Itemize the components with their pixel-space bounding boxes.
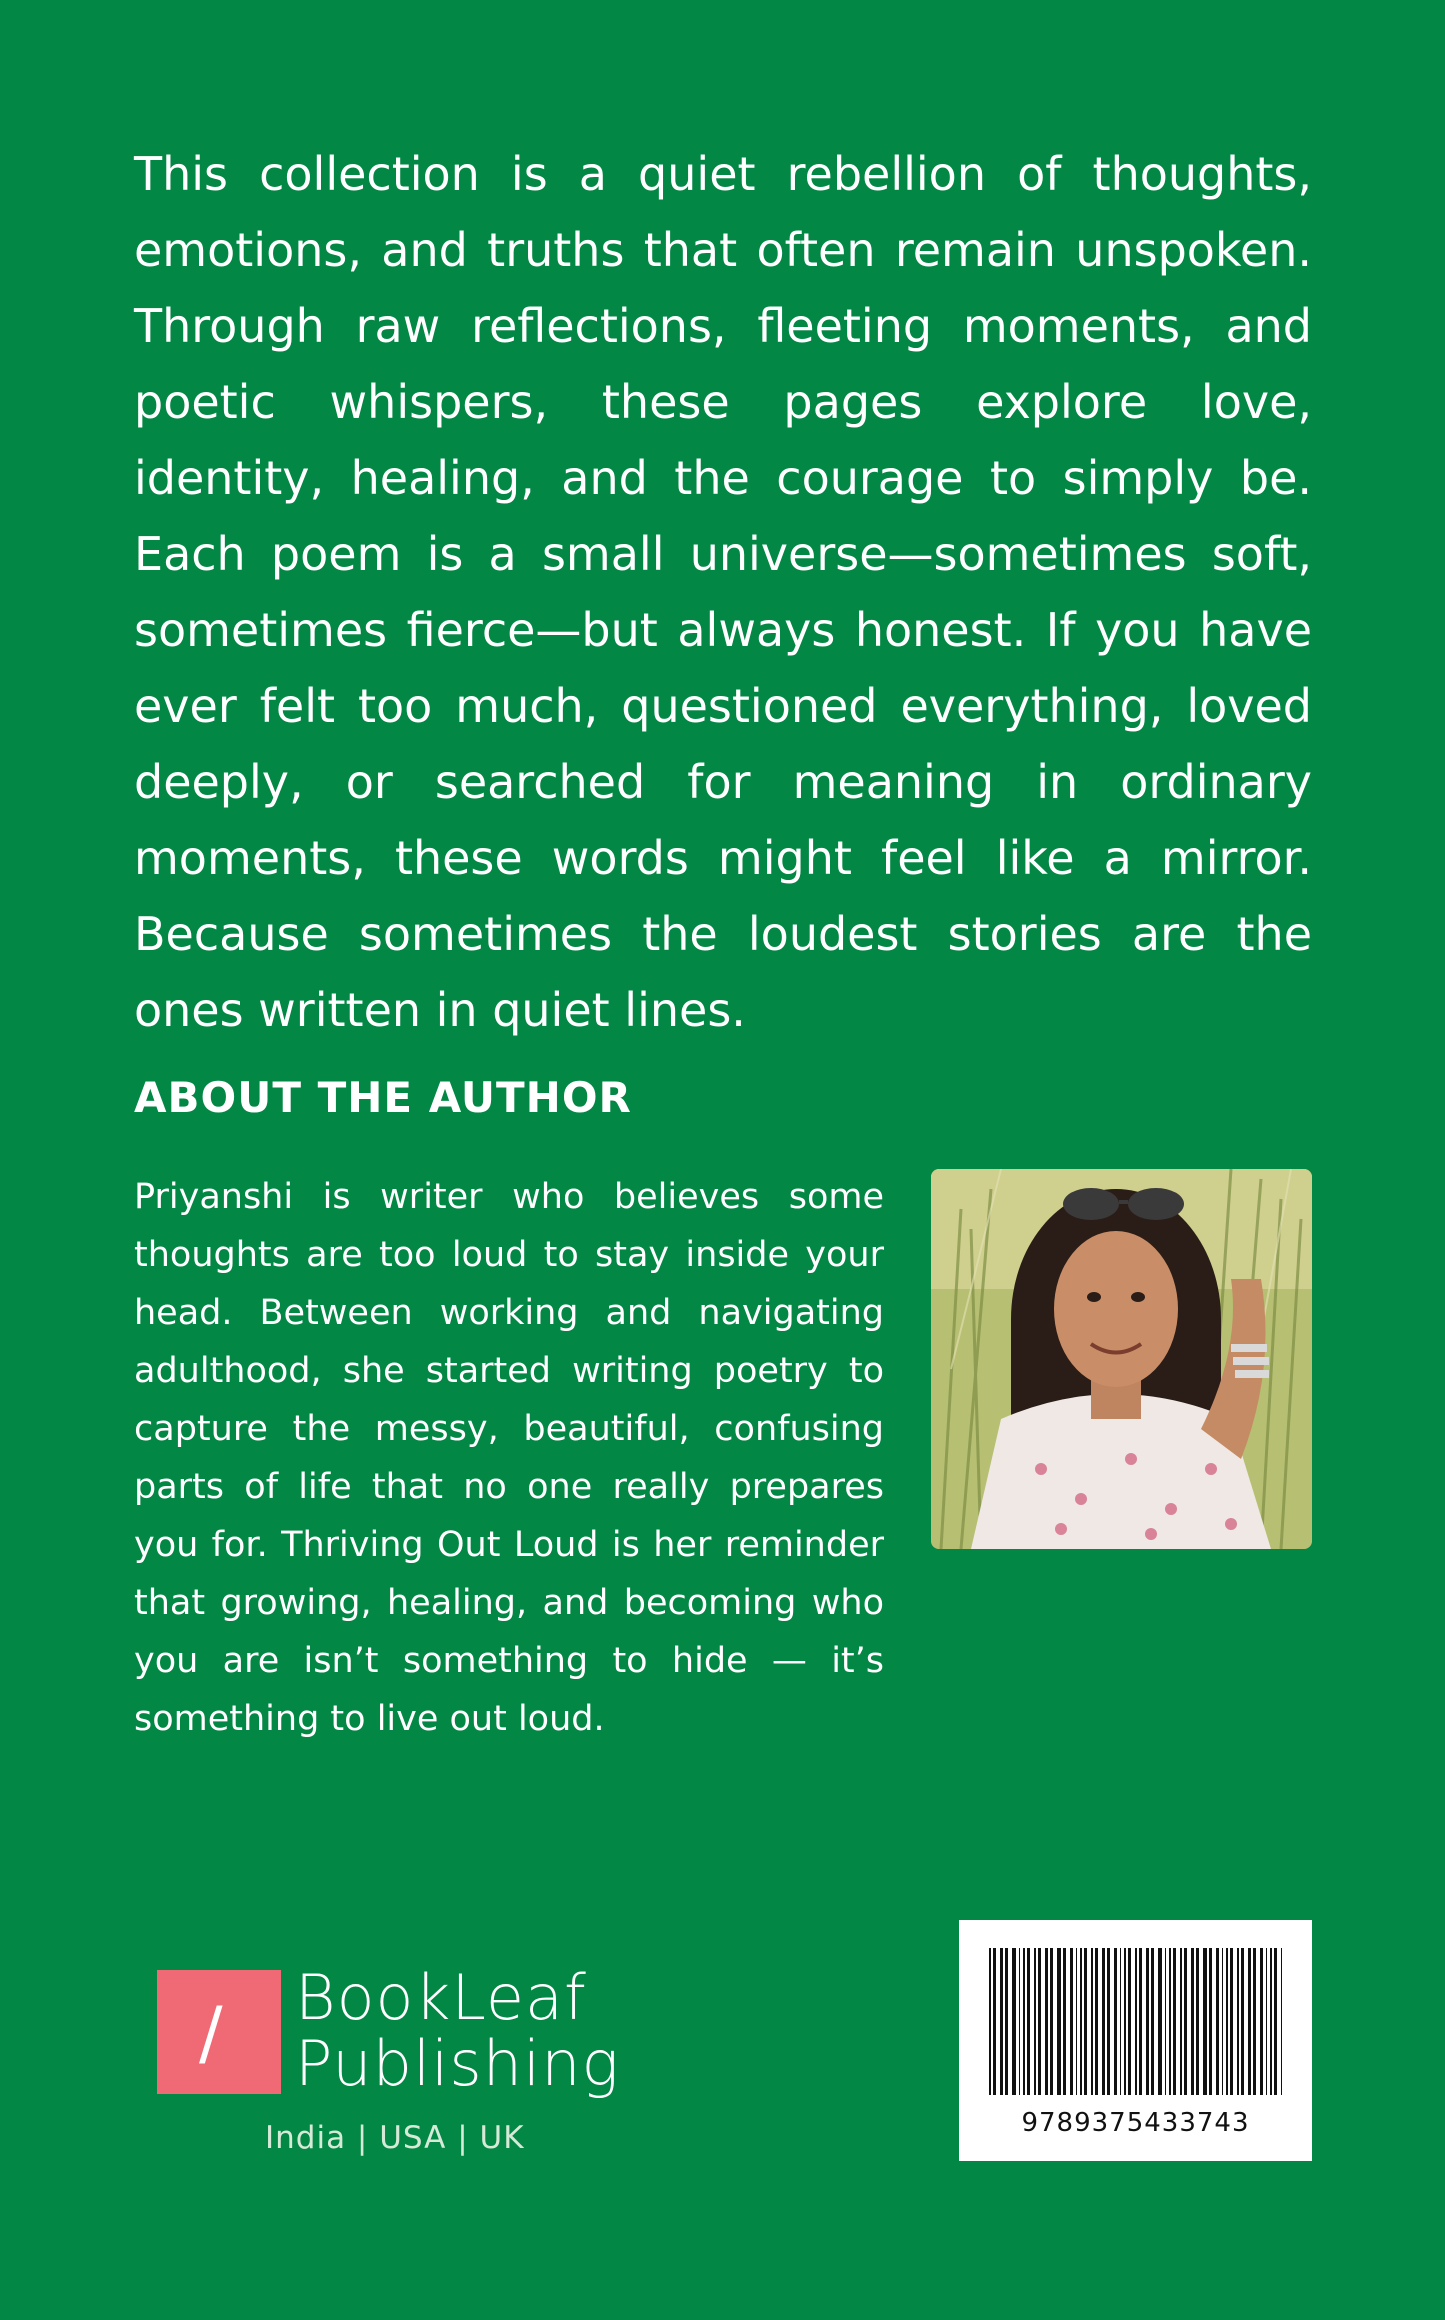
isbn-number: 9789375433743 xyxy=(1021,2108,1250,2138)
publisher-regions: India | USA | UK xyxy=(265,2120,525,2156)
isbn-barcode xyxy=(959,1920,1312,2161)
barcode-bars xyxy=(959,1920,1312,2105)
author-bio: Priyanshi is writer who believes some thoughts are too loud to stay inside your head. Between working and navigating adulthood, she started writing poetry to capture the messy, beautiful, confusing parts of life that no one really prepares you for. Thriving Out Loud is her reminder that growing, healing, and becoming who you are isn’t something to hide — it’s something to live out loud. xyxy=(134,1177,884,1739)
publisher-name-line2: Publishing xyxy=(295,2027,620,2100)
logo-mark xyxy=(157,1970,281,2094)
about-author-heading: ABOUT THE AUTHOR xyxy=(134,1073,632,1122)
author-photo xyxy=(931,1169,1312,1549)
logo-slash: / xyxy=(199,1992,223,2074)
book-blurb: This collection is a quiet rebellion of thoughts, emotions, and truths that often remain unspoken. Through raw reflections, fleeting moments, and poetic whispers, these pages explore love, identity, healing, and the courage to simply be. Each poem is a small universe—sometimes soft, sometimes fierce—but always honest. If you have ever felt too much, questioned everything, loved deeply, or searched for meaning in ordinary moments, these words might feel like a mirror. Because sometimes the loudest stories are the ones written in quiet lines. xyxy=(134,147,1312,1037)
publisher-name-line1: BookLeaf xyxy=(295,1961,587,2034)
